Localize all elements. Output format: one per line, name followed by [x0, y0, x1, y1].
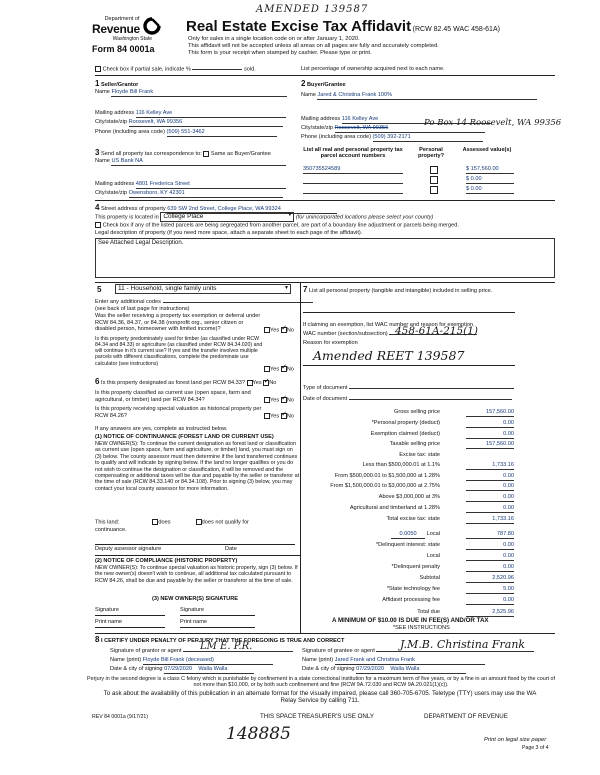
this-land-row — [95, 519, 249, 526]
buyer-city-field[interactable]: Roosevelt, WA 99356 — [335, 125, 485, 133]
street-label: Street address of property — [101, 206, 166, 212]
timber-no-checkbox[interactable] — [281, 366, 287, 372]
delinquent-state-label: *Delinquent interest: state — [375, 542, 440, 548]
header-title-row — [186, 18, 500, 36]
forest-land-row — [95, 377, 276, 387]
print-name-label-1: Print name — [95, 619, 123, 625]
delinquent-state-value[interactable]: 0.00 — [466, 542, 514, 550]
seller-city-label: City/state/zip — [95, 119, 128, 125]
tax-row-label: Less than $500,000.01 at 1.1% — [362, 462, 440, 468]
tax-row-label: Above $3,000,000 at 3% — [378, 494, 440, 500]
form-number: Form 84 0001a — [92, 44, 155, 54]
print-name-label-2: Print name — [180, 619, 208, 625]
same-as-buyer-label: Same as Buyer/Grantee — [210, 151, 271, 157]
wac-label: WAC number (section/subsection) — [303, 331, 388, 337]
grantee-date-label: Date & city of signing — [302, 666, 355, 672]
tech-fee-label: *State technology fee — [386, 586, 440, 592]
tax-row-value[interactable]: 157,560.00 — [466, 441, 514, 449]
signature-label-1: Signature — [95, 607, 119, 613]
doc-type-label: Type of document — [303, 385, 348, 391]
buyer-heading — [301, 79, 346, 89]
dept-line1: Department of — [104, 16, 140, 22]
grantee-sig-label: Signature of grantee or agent — [302, 648, 375, 654]
delinquent-penalty-value[interactable]: 0.00 — [466, 564, 514, 572]
current-use-no-checkbox[interactable] — [281, 397, 287, 403]
chevron-down-icon: ▼ — [287, 212, 293, 218]
tax-row-label: *Personal property (deduct) — [371, 420, 440, 426]
parcel-number-1[interactable]: 350735524589 — [303, 166, 403, 174]
seller-phone-row — [95, 129, 277, 137]
seller-name-field[interactable]: Floyde Bill Frank — [111, 89, 287, 97]
handwritten-wac-number: 458-61A-215(1) — [395, 325, 478, 337]
seller-mail-row — [95, 110, 286, 118]
street-field[interactable]: 639 SW 2nd Street, College Place, WA 99324 — [167, 206, 337, 214]
sec8-num: 8 — [95, 635, 100, 644]
yes-label: Yes — [270, 327, 280, 334]
handwritten-address-note: Po Box 14 Roosevelt, WA 99356 — [424, 118, 562, 128]
corr-name-field[interactable]: US Bank NA — [111, 158, 286, 166]
handwritten-amended-title: AMENDED 139587 — [256, 4, 369, 15]
alternate-format-note: To ask about the availability of this publication in an alternate format for the visually impaired, please call 360-705-6705. Teletype (TTY) users may use the WA Relay Service by calling 711. — [103, 690, 537, 705]
processing-fee-label: Affidavit processing fee — [382, 597, 440, 603]
seller-phone-field[interactable]: (509) 551-3462 — [167, 129, 277, 137]
partial-sale-checkbox[interactable] — [95, 66, 101, 72]
divider — [95, 75, 555, 76]
perjury-notice: Perjury in the second degree is a class C felony which is punishable by confinement in a state correctional institution for a maximum term of five years, or by a fine in an amount fixed by the court of not more than $10,000, or by both such confinement and fine (RCW 9A.72.030 and RCW 9A.20.021(1)(c)). — [86, 676, 556, 689]
seller-mail-label: Mailing address — [95, 110, 135, 116]
processing-fee-value[interactable]: 0.00 — [466, 597, 514, 605]
tax-row-value[interactable]: 0.00 — [466, 473, 514, 481]
doc-date-field[interactable] — [349, 399, 512, 400]
unincorporated-note: (for unincorporated locations please select your county) — [295, 214, 434, 221]
header-instructions — [188, 36, 439, 58]
tax-row-value[interactable]: 0.00 — [466, 494, 514, 502]
segregated-row — [95, 222, 459, 229]
timber-yes-no — [264, 366, 294, 373]
claim-exemption-note: If claiming an exemption, list WAC number and reason for exemption. — [303, 322, 475, 328]
grantee-name-label: Name (print) — [302, 657, 334, 663]
treasurer-use-label: THIS SPACE TREASURER'S USE ONLY — [260, 713, 374, 720]
no-label: No — [286, 397, 294, 404]
forest-land-question: Is this property designated as forest land per RCW 84.33? — [101, 380, 245, 386]
tax-row-value[interactable]: 157,560.00 — [466, 409, 514, 417]
grantor-sig-label: Signature of grantor or agent — [110, 648, 182, 654]
segregated-checkbox[interactable] — [95, 222, 101, 228]
timber-question: Is this property predominately used for timber (as classified under RCW 84.34 and 84.33) or agriculture (as classified under RCW 84.34.020) and will continue in it's current use? If yes and the transfer involves multiple parcels with different classifications, complete the predominate use calculator (see instructions) — [95, 336, 263, 367]
assessed-value-header: Assessed value(s) — [462, 147, 512, 153]
no-label: No — [286, 327, 294, 334]
legal-paper-note: Print on legal size paper — [484, 737, 547, 743]
subtotal-value[interactable]: 2,520.96 — [466, 575, 514, 583]
local-label: 0.0050 Local — [230, 531, 440, 539]
new-owner-print-line-2[interactable] — [180, 627, 255, 628]
buyer-name-label: Name — [301, 92, 316, 98]
personal-property-label: List all personal property (tangible and intangible) included in selling price. — [309, 288, 493, 294]
parcel-number-3[interactable] — [303, 186, 403, 194]
tax-row-value[interactable]: 0.00 — [466, 483, 514, 491]
buyer-title: Buyer/Grantee — [307, 82, 346, 88]
section7-heading — [303, 285, 513, 295]
corr-city-field[interactable]: Owensboro, KY 42301 — [129, 190, 283, 198]
notice1-body: NEW OWNER(S): To continue the current designation as forest land or classification as current use (open space, farm and agriculture, or timber) land, you must sign on (3) below. The county assessor must then determine if the land transferred continues to qualify and will indicate by signing below. If the land no longer qualifies or you do not wish to continue the designation or classification, it will be removed and the compensating or additional taxes will be due and payable by the seller or transferor at the time of sale (RCW 84.33.140 or 84.34.108). Prior to signing (3) below, you may contact your local county assessor for more information. — [95, 441, 300, 492]
tax-corr-label: Send all property tax correspondence to: — [101, 151, 202, 157]
tax-row-label: From $1,500,000.01 to $3,000,000 at 2.75% — [330, 483, 440, 489]
corr-mail-row — [95, 181, 286, 189]
no-label: No — [269, 380, 277, 386]
grantor-name-field[interactable]: Floyde Bill Frank (deceased) — [143, 657, 273, 665]
divider — [95, 282, 555, 283]
historic-question: Is this property receiving special valuation as historical property per RCW 84.26? — [95, 406, 262, 419]
total-due-value[interactable]: 2,525.96 — [466, 609, 514, 617]
personal-property-line[interactable] — [303, 312, 515, 313]
tax-row-label: Agricultural and timberland at 1.28% — [349, 505, 440, 511]
corr-mail-label: Mailing address — [95, 181, 135, 187]
delinquent-penalty-label: *Delinquent penalty — [391, 564, 440, 570]
grantee-date-row — [302, 666, 466, 674]
partial-sale-percent-field[interactable] — [192, 69, 242, 70]
delinquent-local-label: Local — [426, 553, 440, 559]
yes-label: Yes — [270, 397, 280, 404]
sec3-num: 3 — [95, 148, 100, 157]
doc-date-row — [303, 396, 512, 403]
exemption-yes-no — [264, 327, 294, 334]
personal-property-checkbox-2[interactable] — [430, 176, 438, 184]
handwritten-grantor-signature: LM E. P.R. — [200, 641, 253, 652]
exemption-reason-line[interactable] — [303, 365, 515, 366]
this-land-label: This land: — [95, 519, 120, 526]
tax-row-label: Total excise tax: state — [386, 516, 440, 522]
other-codes-row — [95, 299, 313, 306]
property-use-select[interactable] — [115, 284, 291, 294]
personal-property-header: Personal property? — [417, 147, 445, 160]
dept-line2: Revenue — [92, 22, 140, 37]
see-instructions-note: *SEE INSTRUCTIONS — [393, 625, 450, 631]
buyer-num: 2 — [301, 79, 306, 88]
seller-city-row — [95, 119, 283, 127]
same-as-buyer-checkbox[interactable] — [203, 151, 209, 157]
corr-name-label: Name — [95, 158, 110, 164]
deputy-date-label: Date — [225, 546, 237, 552]
grantor-date-row — [110, 666, 254, 674]
seller-mail-field[interactable]: 116 Kelley Ave — [136, 110, 286, 118]
revision-number: REV 84 0001a (9/17/21) — [92, 714, 148, 720]
buyer-phone-label: Phone (including area code) — [301, 134, 371, 140]
delinquent-local-value[interactable]: 0.00 — [466, 553, 514, 561]
located-label: This property is located in — [95, 214, 159, 221]
tax-row-label: Exemption claimed (deduct) — [370, 431, 440, 437]
new-owner-sig-title: (3) NEW OWNER(S) SIGNATURE — [152, 596, 238, 602]
current-use-question: Is this property classified as current use (open space, farm and agricultural, or timber) land per RCW 84.34? — [95, 390, 251, 403]
personal-property-checkbox-1[interactable] — [430, 166, 438, 174]
partial-sale-sold: sold. — [244, 66, 256, 73]
location-select[interactable] — [160, 212, 294, 222]
exemption-reason-label: Reason for exemption — [303, 340, 358, 346]
notice1-title: (1) NOTICE OF CONTINUANCE (FOREST LAND OR CURRENT USE) — [95, 434, 274, 440]
chevron-down-icon: ▼ — [284, 285, 289, 291]
doc-type-field[interactable] — [349, 388, 514, 389]
tax-row-value[interactable]: 1,733.16 — [466, 516, 514, 524]
buyer-phone-row — [301, 134, 483, 142]
page-number: Page 3 of 4 — [522, 745, 549, 751]
no-label: No — [286, 366, 294, 373]
current-use-yes-no — [264, 397, 294, 404]
signature-label-2: Signature — [180, 607, 204, 613]
assessed-value-3[interactable]: $ 0.00 — [466, 186, 514, 194]
grantee-name-field[interactable]: Jared Frank and Christina Frank — [335, 657, 485, 665]
handwritten-grantee-signature: J.M.B. Christina Frank — [400, 638, 526, 651]
column-divider — [300, 283, 301, 633]
handwritten-amended-reet: Amended REET 139587 — [313, 348, 465, 363]
form-title: Real Estate Excise Tax Affidavit — [186, 18, 412, 35]
minimum-due-note: A MINIMUM OF $10.00 IS DUE IN FEE(S) AND/OR TAX — [332, 617, 489, 624]
seller-title: Seller/Grantor — [101, 82, 139, 88]
exemption-no-checkbox[interactable] — [281, 327, 287, 333]
seller-city-field[interactable]: Roosevelt, WA 99356 — [129, 119, 283, 127]
tax-row-label: From $500,000.01 to $1,500,000 at 1.28% — [334, 473, 440, 479]
new-owner-print-line-1[interactable] — [95, 627, 165, 628]
yes-label: Yes — [270, 366, 280, 373]
dor-logo-mark-icon — [141, 15, 163, 37]
notice2-title: (2) NOTICE OF COMPLIANCE (HISTORIC PROPERTY) — [95, 558, 238, 564]
buyer-phone-field[interactable]: (509) 392-2171 — [373, 134, 483, 142]
legal-desc-label: Legal description of property (if you need more space, attach a separate sheet to each page of the affidavit). — [95, 230, 363, 236]
seller-heading — [95, 79, 138, 89]
sec4-num: 4 — [95, 203, 100, 212]
does-not-label: does not qualify for — [201, 519, 249, 526]
no-label: No — [286, 413, 294, 420]
tax-row-value[interactable]: 0.00 — [466, 420, 514, 428]
sec6-num: 6 — [95, 377, 100, 386]
dept-line3: Washington State — [112, 35, 152, 42]
continuance-label: continuance. — [95, 527, 127, 533]
new-owner-signature-line-1[interactable] — [95, 615, 165, 616]
corr-mail-field[interactable]: 4801 Frederica Street — [136, 181, 286, 189]
tax-row-value[interactable]: 0.00 — [466, 431, 514, 439]
parcel-number-2[interactable] — [303, 176, 403, 184]
grantor-date-label: Date & city of signing — [110, 666, 163, 672]
seller-name-label: Name — [95, 89, 110, 95]
tax-row-value[interactable]: 0.00 — [466, 505, 514, 513]
buyer-name-row — [301, 92, 537, 100]
yes-label: Yes — [270, 413, 280, 420]
subtotal-label: Subtotal — [419, 575, 440, 581]
yes-label: Yes — [252, 380, 262, 386]
location-select-value: College Place — [163, 213, 204, 220]
exemption-question: Was the seller receiving a property tax exemption or deferral under RCW 84.36, 84.37, or 84.38 (nonprofit org., senior citizen or disabled person, homeowner with limited income)? — [95, 313, 261, 333]
partial-sale-row — [95, 66, 256, 73]
property-use-value: 11 - Household, single family units — [118, 285, 217, 292]
located-row — [95, 212, 433, 222]
forest-no-checkbox[interactable] — [263, 380, 269, 386]
total-due-label: Total due — [417, 609, 440, 615]
grantee-name-row — [302, 657, 485, 665]
grantor-date-field[interactable]: 07/29/2020 Walla Walla — [164, 666, 254, 674]
partial-sale-label: Check box if partial sale, indicate % — [102, 66, 191, 73]
divider — [95, 633, 555, 634]
other-codes-field[interactable] — [163, 302, 313, 303]
local-tax-value[interactable]: 787.80 — [466, 531, 514, 539]
tax-row-label: Excise tax: state — [399, 452, 440, 458]
sec7-num: 7 — [303, 285, 308, 294]
corr-city-row — [95, 190, 283, 198]
tech-fee-value[interactable]: 5.00 — [466, 586, 514, 594]
header-line3: This form is your receipt when stamped by cashier. Please type or print. — [188, 50, 372, 57]
grantee-date-field[interactable]: 07/29/2020 Walla Walla — [356, 666, 466, 674]
does-label: does — [158, 519, 171, 526]
header-line1: Only for sales in a single location code on or after January 1, 2020. — [188, 36, 360, 42]
segregated-label: Check box if any of the listed parcels are being segregated from another parcel, are part of a boundary line adjustment or parcels being merged. — [102, 222, 459, 229]
buyer-mail-label: Mailing address — [301, 116, 341, 122]
corr-name-row — [95, 158, 286, 166]
if-yes-note: If any answers are yes, complete as instructed below. — [95, 426, 228, 432]
certify-statement: I CERTIFY UNDER PENALTY OF PERJURY THAT THE FOREGOING IS TRUE AND CORRECT — [101, 638, 345, 644]
doc-type-row — [303, 385, 514, 392]
grantor-name-row — [110, 657, 273, 665]
notice2-body: NEW OWNER(S): To continue special valuation as historic property, sign (3) below. If the new owner(s) doesn't wish to continue, all additional tax calculated pursuant to RCW 84.26, shall be due and payable by the seller or transferor at the time of sale. — [95, 565, 298, 584]
form-rcw: (RCW 82.45 WAC 458-61A) — [412, 26, 500, 33]
seller-num: 1 — [95, 79, 100, 88]
divider — [95, 200, 555, 201]
parcel-header: List all real and personal property tax parcel account numbers — [303, 147, 403, 160]
assessed-value-1[interactable]: $ 157,560.00 — [466, 166, 514, 174]
tax-row-label: Taxable selling price — [389, 441, 440, 447]
grantor-name-label: Name (print) — [110, 657, 142, 663]
handwritten-bottom-number: 148885 — [226, 724, 291, 744]
buyer-name-field[interactable]: Jared & Christina Frank 100% — [317, 92, 537, 100]
buyer-mail-field[interactable]: 116 Kelley Ave — [342, 116, 492, 124]
deputy-signature-label: Deputy assessor signature — [95, 546, 162, 552]
department-label: DEPARTMENT OF REVENUE — [424, 713, 508, 720]
tax-row-label: Gross selling price — [393, 409, 440, 415]
header-line2: This affidavit will not be accepted unless all areas on all pages are fully and accurately completed. — [188, 43, 439, 50]
local-rate-field[interactable]: 0.0050 — [391, 531, 425, 539]
legal-desc-textarea[interactable]: See Attached Legal Description. — [95, 238, 555, 278]
ownership-pct-note: List percentage of ownership acquired next to each name. — [301, 66, 445, 72]
seller-phone-label: Phone (including area code) — [95, 129, 165, 135]
sec5-num: 5 — [97, 285, 102, 294]
see-back-note: (see back of last page for instructions) — [95, 306, 190, 312]
tax-row-value[interactable]: 1,733.16 — [466, 462, 514, 470]
buyer-city-label: City/state/zip — [301, 125, 334, 131]
tax-corr-row — [95, 148, 271, 158]
personal-property-checkbox-3[interactable] — [430, 186, 438, 194]
seller-name-row — [95, 89, 287, 97]
other-codes-label: Enter any additional codes — [95, 299, 161, 305]
corr-city-label: City/state/zip — [95, 190, 128, 196]
assessed-value-2[interactable]: $ 0.00 — [466, 176, 514, 184]
doc-date-label: Date of document — [303, 396, 348, 402]
